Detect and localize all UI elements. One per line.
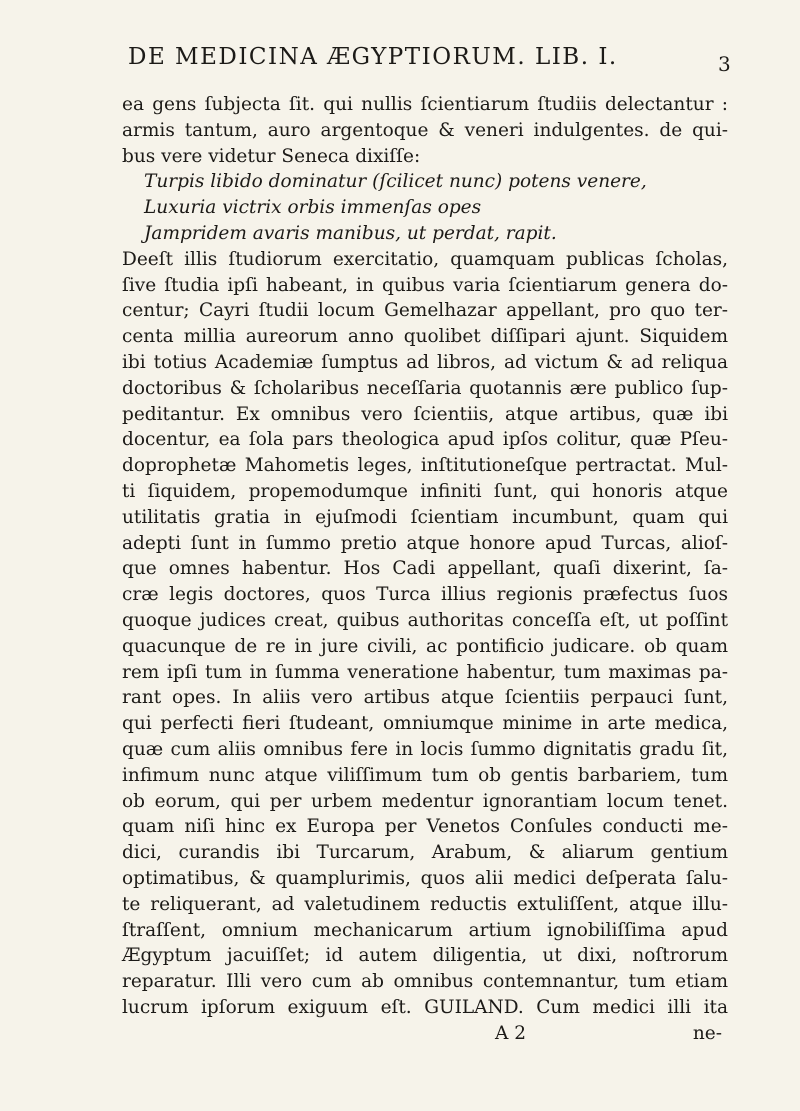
text-line: que omnes habentur. Hos Cadi appellant, quaſi dixerint, ſa-	[122, 558, 728, 580]
text-line: quam niſi hinc ex Europa per Venetos Conſules conducti me-	[122, 816, 728, 838]
text-line: quoque judices creat, quibus authoritas conceſſa eſt, ut poſſint	[122, 609, 728, 631]
signature-mark: A 2	[495, 1022, 527, 1044]
text-line: te reliquerant, ad valetudinem reductis extuliſſent, atque illu-	[122, 893, 728, 915]
text-line: doctoribus & ſcholaribus neceſſaria quotannis ære publico ſup-	[122, 377, 728, 399]
text-line: optimatibus, & quamplurimis, quos alii medici deſperata ſalu-	[122, 867, 728, 889]
verse-line: Turpis libido dominatur (ſcilicet nunc) potens venere,	[144, 171, 647, 193]
page-number: 3	[718, 52, 731, 76]
text-line: qui perfecti fieri ſtudeant, omniumque minime in arte medica,	[122, 713, 728, 735]
text-line: doprophetæ Mahometis leges, inſtitutioneſque pertractat. Mul-	[122, 455, 728, 477]
text-line: quæ cum aliis omnibus fere in locis ſummo dignitatis gradu ſit,	[122, 738, 728, 760]
body-text	[122, 92, 728, 1046]
running-head: DE MEDICINA ÆGYPTIORUM. LIB. I.	[128, 44, 618, 70]
text-line: centa millia aureorum anno quolibet diſſipari ajunt. Siquidem	[122, 326, 728, 348]
text-line: cræ legis doctores, quos Turca illius regionis præfectus ſuos	[122, 584, 728, 606]
catchword: ne-	[692, 1022, 722, 1044]
text-line: centur; Cayri ſtudii locum Gemelhazar appellant, pro quo ter-	[122, 300, 728, 322]
text-line: utilitatis gratia in ejuſmodi ſcientiam incumbunt, quam qui	[122, 506, 728, 528]
text-line: ſive ſtudia ipſi habeant, in quibus varia ſcientiarum genera do-	[122, 274, 728, 296]
text-line: dici, curandis ibi Turcarum, Arabum, & aliarum gentium	[122, 842, 728, 864]
text-line: Ægyptum jacuiſſet; id autem diligentia, ut dixi, noſtrorum	[122, 945, 728, 967]
text-line: rem ipſi tum in ſumma veneratione habentur, tum maximas pa-	[122, 661, 728, 683]
text-line: ſtraſſent, omnium mechanicarum artium ignobiliſſima apud	[122, 919, 728, 941]
text-line: lucrum ipſorum exiguum eſt. GUILAND. Cum medici illi ita	[122, 996, 728, 1018]
text-line: peditantur. Ex omnibus vero ſcientiis, atque artibus, quæ ibi	[122, 403, 728, 425]
text-line: reparatur. Illi vero cum ab omnibus contemnantur, tum etiam	[122, 971, 728, 993]
text-line: docentur, ea ſola pars theologica apud ipſos colitur, quæ Pſeu-	[122, 429, 728, 451]
text-line: infimum nunc atque viliſſimum tum ob gentis barbariem, tum	[122, 764, 728, 786]
text-line: ob eorum, qui per urbem medentur ignorantiam locum tenet.	[122, 790, 728, 812]
text-line: adepti ſunt in ſummo pretio atque honore apud Turcas, alioſ-	[122, 532, 728, 554]
text-line: ea gens ſubjecta ſit. qui nullis ſcientiarum ſtudiis delectantur :	[122, 94, 728, 115]
page-footer	[122, 1021, 728, 1047]
text-line: bus vere videtur Seneca dixiſſe:	[122, 145, 421, 167]
text-line: ti ſiquidem, propemodumque infiniti ſunt, qui honoris atque	[122, 480, 728, 502]
verse-line: Jampridem avaris manibus, ut perdat, rapit.	[144, 222, 557, 244]
text-line: quacunque de re in jure civili, ac pontificio judicare. ob quam	[122, 635, 728, 657]
text-line: ibi totius Academiæ ſumptus ad libros, ad victum & ad reliqua	[122, 351, 728, 373]
text-line: rant opes. In aliis vero artibus atque ſcientiis perpauci ſunt,	[122, 687, 728, 709]
verse-line: Luxuria victrix orbis immenſas opes	[144, 197, 482, 219]
text-line: armis tantum, auro argentoque & veneri indulgentes. de qui-	[122, 119, 728, 141]
text-line: Deeſt illis ſtudiorum exercitatio, quamquam publicas ſcholas,	[122, 248, 728, 270]
